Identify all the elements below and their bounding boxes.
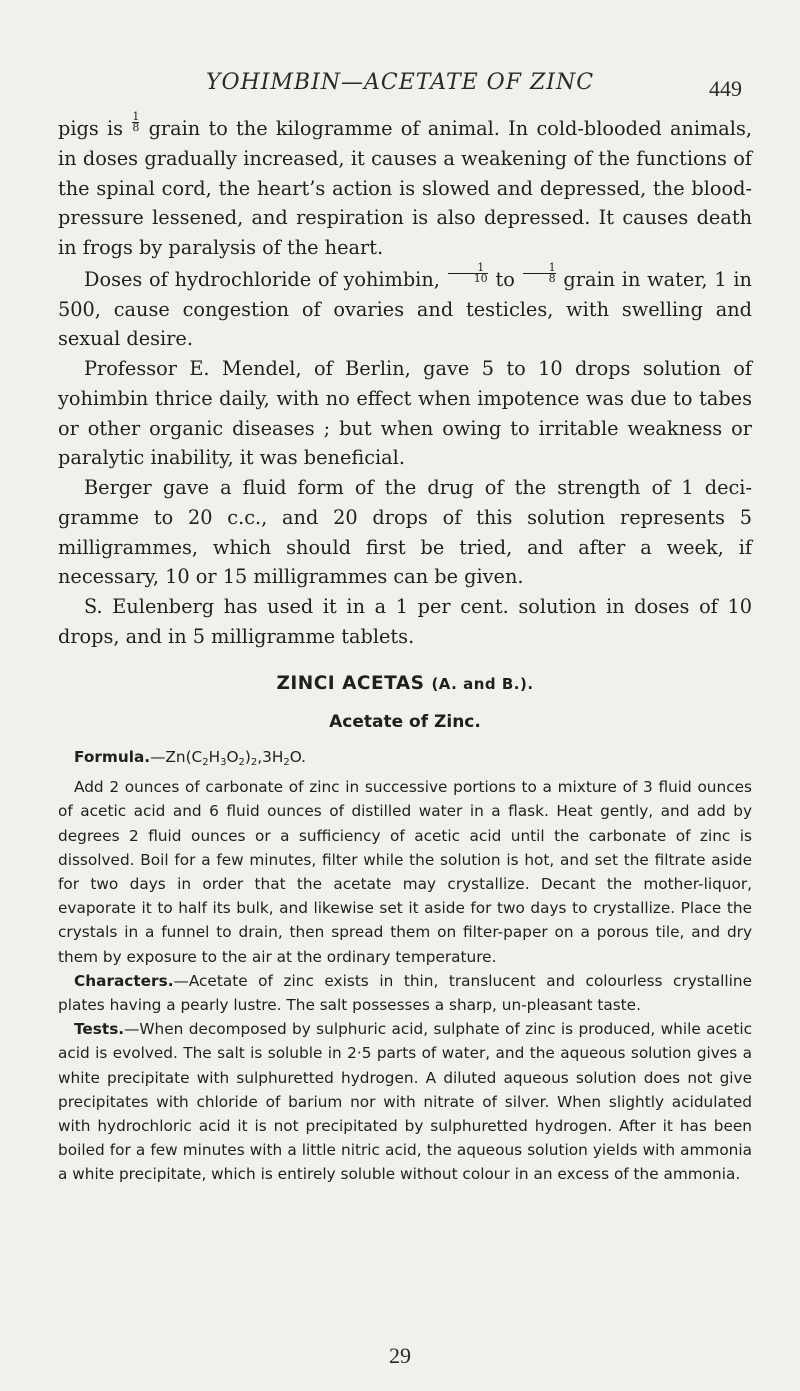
tests-paragraph — [58, 1017, 752, 1186]
heading-paren: (A. and B.). — [431, 675, 534, 693]
fraction-numerator: 1 — [523, 263, 556, 274]
formula-text: ,3H — [257, 748, 284, 766]
fraction-denominator: 8 — [132, 121, 140, 134]
paragraph-1 — [58, 112, 752, 263]
text-run: grain in water, 1 in 500, cause congestion of ovaries and testicles, with swelling and sexual desire. — [58, 267, 752, 351]
section-body — [58, 745, 752, 1187]
characters-text: —Acetate of zinc exists in thin, translucent and colourless crystalline plates having a pearly lustre. The salt possesses a sharp, un-pleasant taste. — [58, 971, 752, 1015]
subscript: 2 — [202, 757, 209, 768]
formula-label: Formula. — [74, 748, 151, 766]
formula-text: O. — [289, 748, 307, 766]
paragraph-5: S. Eulenberg has used it in a 1 per cent. solution in doses of 10 drops, and in 5 milligramme tablets. — [58, 595, 752, 648]
signature-mark: 29 — [389, 1343, 411, 1368]
text-run: Doses of hydrochloride of yohimbin, — [84, 267, 440, 291]
formula-text: ) — [244, 748, 251, 766]
running-head — [0, 70, 800, 110]
formula-text: —Zn(C — [150, 748, 203, 766]
text-run: to — [495, 267, 515, 291]
paragraph-3: Professor E. Mendel, of Berlin, gave 5 to 10 drops solution of yohimbin thrice daily, with no effect when impotence was due to tabes or other organic diseases ; but when owing to irritable weakness or paralytic inability, it was beneficial. — [58, 357, 752, 470]
fraction — [523, 260, 556, 285]
subscript: 2 — [250, 757, 258, 768]
fraction-numerator: 1 — [448, 263, 488, 274]
characters-paragraph — [58, 969, 752, 1017]
subscript: 2 — [238, 757, 245, 768]
section-heading — [58, 673, 752, 695]
fraction — [448, 260, 488, 285]
formula-text: H — [208, 748, 221, 766]
subscript: 3 — [220, 757, 227, 768]
heading-main: ZINCI ACETAS — [276, 673, 425, 694]
tests-label: Tests. — [74, 1020, 125, 1039]
text-run: pigs is — [58, 117, 124, 140]
page-number: 449 — [709, 76, 742, 101]
fraction-numerator: 1 — [132, 110, 140, 123]
fraction-denominator: 8 — [548, 271, 556, 285]
text-run: grain to the kilogramme of animal. In cold-blooded animals, in doses gradually increased, it causes a weakening of the functions of the spinal cord, the heart’s action is slowed and depressed, the blood-pressure lessened, and respiration is also depressed. It causes death in frogs by paralysis of the heart. — [58, 117, 752, 259]
fraction — [132, 112, 139, 133]
tests-text: —When decomposed by sulphuric acid, sulphate of zinc is produced, while acetic acid is evolved. The salt is soluble in 2·5 parts of water, and the aqueous solution gives a white precipitate with sulphuretted hydrogen. A diluted aqueous solution does not give precipitates with chloride of barium nor with nitrate of silver. When slightly acidulated with hydrochloric acid it is not precipitated by sulphuretted hydrogen. After it has been boiled for a few minutes with a little nitric acid, the aqueous solution yields with ammonia a white precipitate, which is entirely soluble without colour in an excess of the ammonia. — [58, 1020, 752, 1184]
preparation-paragraph: Add 2 ounces of carbonate of zinc in successive portions to a mixture of 3 fluid ounces of acetic acid and 6 fluid ounces of distilled water in a flask. Heat gently, and add by degrees 2 fluid ounces or a sufficiency of acetic acid until the carbonate of zinc is dissolved. Boil for a few minutes, filter while the solution is hot, and set the filtrate aside for two days in order that the acetate may crystallize. Decant the mother-liquor, evaporate it to half its bulk, and likewise set it aside for two days to crystallize. Place the crystals in a funnel to drain, then spread them on filter-paper on a porous tile, and dry them by exposure to the air at the ordinary temperature. — [58, 778, 752, 966]
body-text — [58, 112, 752, 652]
formula-line — [58, 745, 752, 775]
subscript: 2 — [283, 757, 290, 768]
paragraph-4: Berger gave a fluid form of the drug of the strength of 1 deci-gramme to 20 c.c., and 20 drops of this solution represents 5 milligrammes, which should first be tried, and after a week, if necessary, 10 or 15 milligrammes can be given. — [58, 476, 752, 589]
formula-text: O — [226, 748, 239, 766]
paragraph-2 — [58, 260, 752, 354]
running-title: YOHIMBIN—ACETATE OF ZINC — [205, 70, 595, 95]
fraction-denominator: 10 — [473, 271, 488, 285]
section-subheading: Acetate of Zinc. — [329, 712, 481, 732]
zinc-acetate-section — [58, 673, 752, 1187]
characters-label: Characters. — [74, 971, 174, 990]
